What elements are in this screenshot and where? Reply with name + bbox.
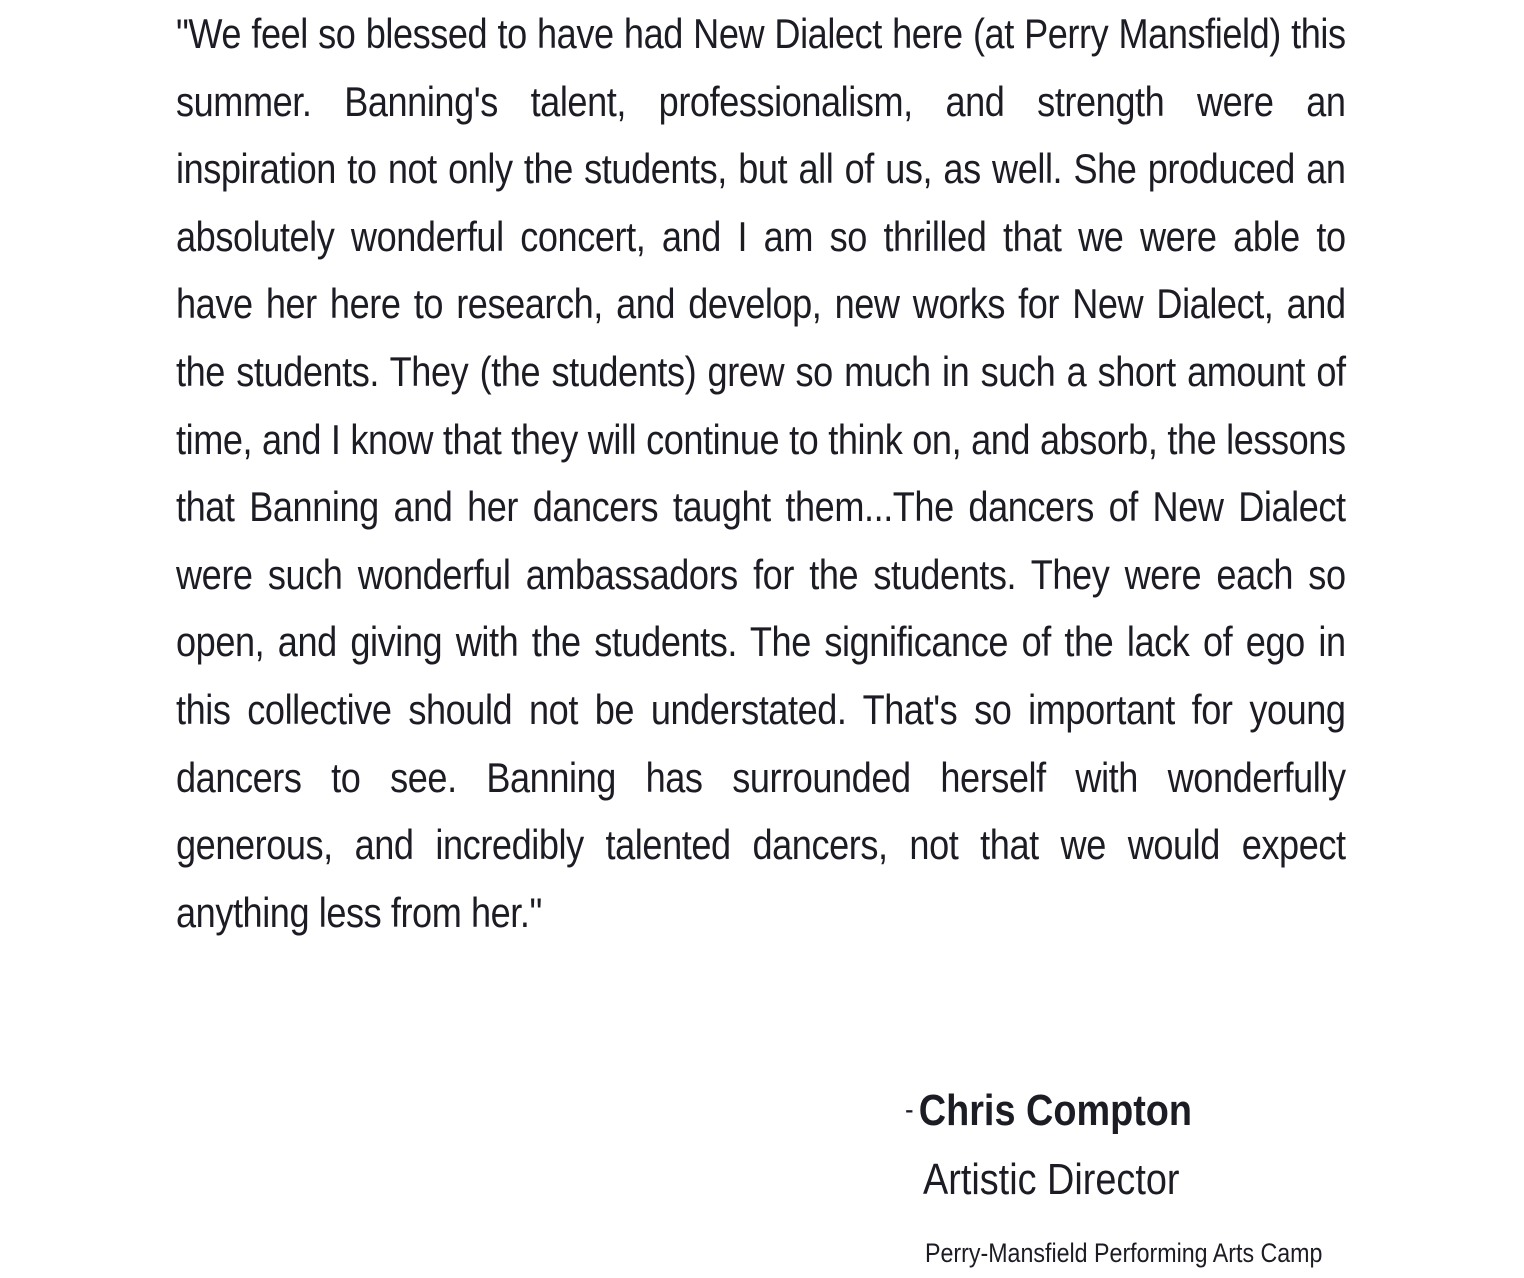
author-title: Artistic Director [923,1155,1180,1204]
testimonial-quote: "We feel so blessed to have had New Dialect here (at Perry Mansfield) this summer. Banning's talent, professionalism, and strength were an inspiration to not only the students, but all of us, as well. She produced an absolutely wonderful concert, and I am so thrilled that we were able to have her here to research, and develop, new works for New Dialect, and the students. They (the students) grew so much in such a short amount of time, and I know that they will continue to think on, and absorb, the lessons that Banning and her dancers taught them...The dancers of New Dialect were such wonderful ambassadors for the students. They were each so open, and giving with the students. The significance of the lack of ego in this collective should not be understated. That's so important for young dancers to see. Banning has surrounded herself with wonderfully generous, and incredibly talented dancers, not that we would expect anything less from her." [176,10,1346,936]
author-organization: Perry-Mansfield Performing Arts Camp [925,1238,1323,1268]
attribution-dash: - [905,1093,914,1126]
attribution-block [905,1082,1505,1273]
attribution-name-line [905,1082,1421,1139]
author-name: Chris Compton [918,1086,1193,1135]
